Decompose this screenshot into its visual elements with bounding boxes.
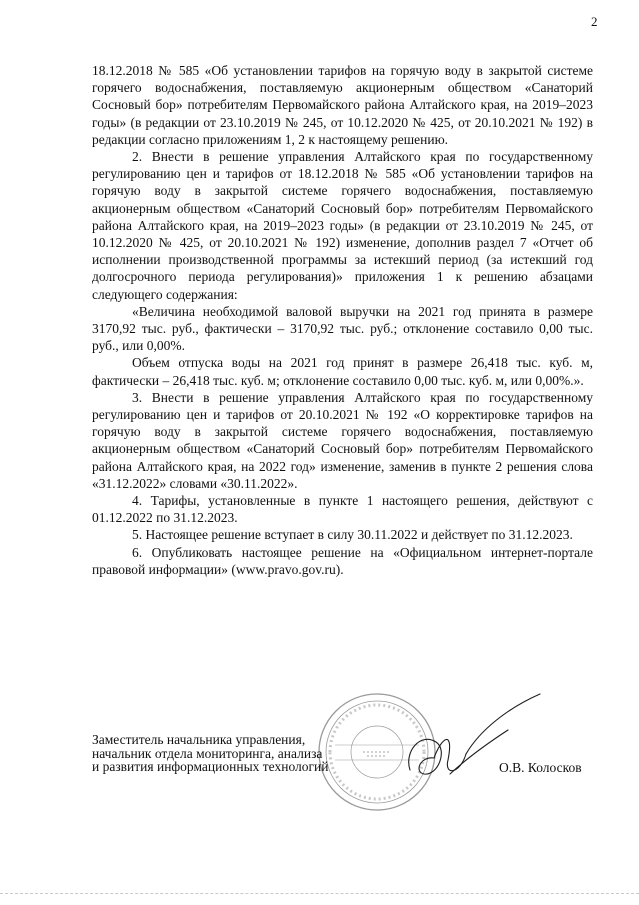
signatory-title-line-1: Заместитель начальника управления, xyxy=(92,732,306,747)
signatory-title xyxy=(92,733,329,774)
paragraph-item-5: 5. Настоящее решение вступает в силу 30.11.2022 и действует по 31.12.2023. xyxy=(132,527,573,543)
paragraph-item-6: 6. Опубликовать настоящее решение на «Официальном интернет-портале правовой информации» (www.pravo.gov.ru). xyxy=(92,544,593,577)
paragraph-quote-volume: Объем отпуска воды на 2021 год принят в размере 26,418 тыс. куб. м, фактически – 26,418 тыс. куб. м; отклонение составило 0,00 тыс. куб. м, или 0,00%.». xyxy=(92,355,593,388)
paragraph-item-2: 2. Внести в решение управления Алтайского края по государственному регулированию цен и тарифов от 18.12.2018 № 585 «Об установлении тарифов на горячую воду в закрытой системе горячего водоснабжения, поставляемую акционерным обществом «Санаторий Сосновый бор» потребителям Первомайского района Алтайского края, на 2019–2023 годы» (в редакции от 23.10.2019 № 245, от 10.12.2020 № 425, от 20.10.2021 № 192) изменение, дополнив раздел 7 «Отчет об исполнении производственной программы за истекший период (за истекший год долгосрочного периода регулирования)» приложения 1 к решению абзацами следующего содержания: xyxy=(92,149,593,302)
bottom-scan-edge xyxy=(0,893,639,894)
handwritten-signature xyxy=(390,690,550,805)
signatory-title-line-2: начальник отдела мониторинга, анализа xyxy=(92,745,323,761)
signatory-name: О.В. Колосков xyxy=(499,760,582,775)
paragraph-item-3: 3. Внести в решение управления Алтайского края по государственному регулированию цен и тарифов от 20.10.2021 № 192 «О корректировке тарифов на горячую воду в закрытой системе горячего водоснабжения, поставляемую акционерным обществом «Санаторий Сосновый бор» потребителям Первомайского района Алтайского края, на 2022 год» изменение, заменив в пункте 2 решения слова «31.12.2022» словами «30.11.2022». xyxy=(92,389,593,491)
paragraph-continuation: 18.12.2018 № 585 «Об установлении тарифов на горячую воду в закрытой системе горячего водоснабжения, поставляемую акционерным обществом «Санаторий Сосновый бор» потребителям Первомайского района Алтайского края, на 2019–2023 годы» (в редакции от 23.10.2019 № 245, от 10.12.2020 № 425, от 20.10.2021 № 192) в редакции согласно приложениям 1, 2 к настоящему решению. xyxy=(92,63,593,147)
paragraph-item-4: 4. Тарифы, установленные в пункте 1 настоящего решения, действуют с 01.12.2022 по 31.12.2023. xyxy=(92,493,593,526)
paragraph-quote-revenue: «Величина необходимой валовой выручки на 2021 год принята в размере 3170,92 тыс. руб., фактически – 3170,92 тыс. руб.; отклонение составило 0,00 тыс. руб., или 0,00%. xyxy=(92,303,593,354)
signatory-title-line-3: и развития информационных технологий xyxy=(92,759,329,774)
document-body xyxy=(92,62,593,578)
page-number: 2 xyxy=(591,14,598,29)
